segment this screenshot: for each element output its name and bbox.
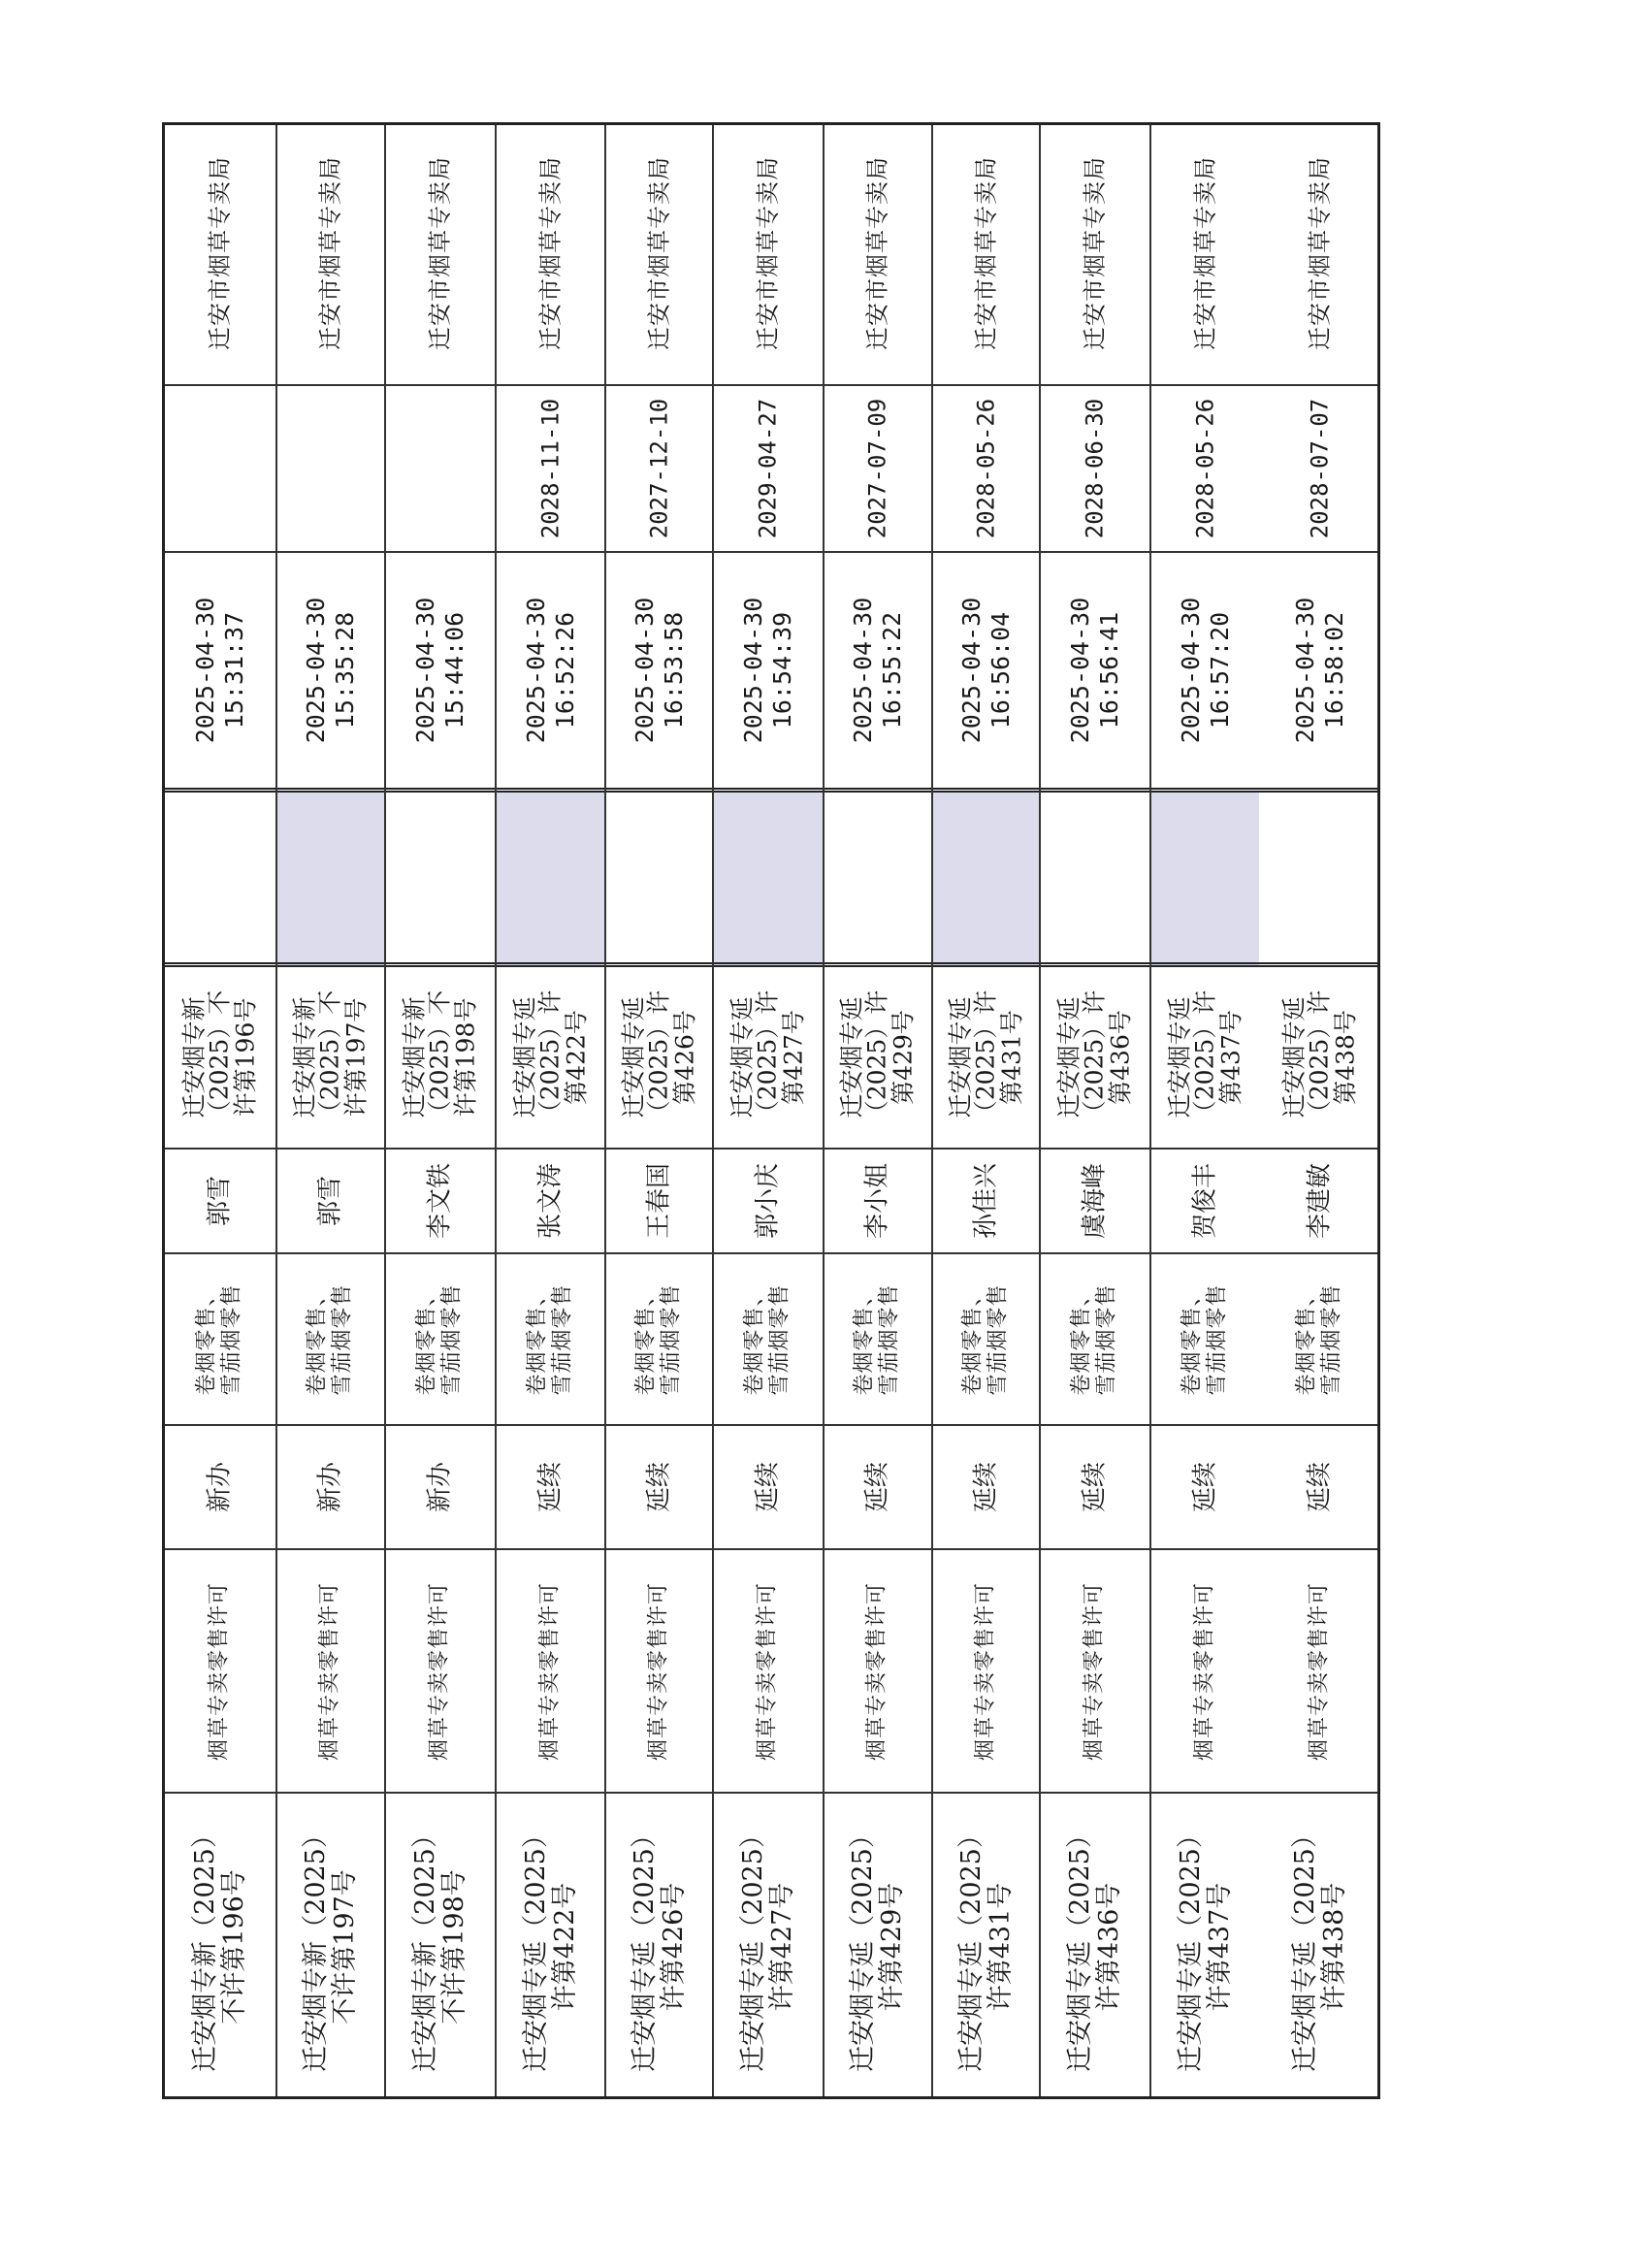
authority-cell — [1259, 122, 1380, 386]
name-cell — [1041, 1150, 1149, 1254]
blank-cell — [933, 793, 1039, 967]
license-no-text: 迁安烟专延（2025） 许第436号 — [1064, 1821, 1124, 2072]
type-text: 延续 — [643, 1461, 673, 1513]
license-no-cell — [164, 1794, 275, 2099]
blank-cell — [277, 793, 384, 967]
decision-time-cell — [714, 553, 823, 793]
authority-cell — [164, 122, 275, 386]
license-no-text: 迁安烟专新（2025） 不许第198号 — [409, 1821, 469, 2072]
decision-time-cell — [1041, 553, 1149, 793]
scope-text: 卷烟零售、 雪茄烟零售 — [194, 1282, 244, 1396]
authority-text: 迁安市烟草专卖局 — [1081, 156, 1109, 350]
item-text: 烟草专卖零售许可 — [537, 1581, 563, 1761]
scope-text: 卷烟零售、 雪茄烟零售 — [633, 1282, 684, 1396]
valid-until-cell — [714, 386, 823, 553]
type-cell — [1041, 1426, 1149, 1550]
authority-cell — [1041, 122, 1149, 386]
item-text: 烟草专卖零售许可 — [207, 1581, 232, 1761]
name-text: 孙佳兴 — [970, 1162, 1000, 1240]
decision-time-text: 2025-04-30 16:55:22 — [849, 597, 906, 744]
scope-cell — [1151, 1254, 1259, 1426]
item-cell — [933, 1550, 1039, 1794]
license-table — [162, 122, 1380, 2099]
name-text: 郭小庆 — [753, 1162, 783, 1240]
table-row — [931, 122, 1039, 2099]
license-no-cell — [277, 1794, 384, 2099]
authority-cell — [386, 122, 495, 386]
decision-time-text: 2025-04-30 16:57:20 — [1176, 597, 1234, 744]
type-cell — [277, 1426, 384, 1550]
table-row — [162, 122, 275, 2099]
license-no-text: 迁安烟专延（2025） 许第426号 — [629, 1821, 689, 2072]
scope-text: 卷烟零售、 雪茄烟零售 — [742, 1282, 792, 1396]
decision-time-text: 2025-04-30 16:58:02 — [1290, 597, 1348, 744]
decision-no-text: 迁安烟专延 （2025）许 第429号 — [837, 989, 918, 1125]
decision-time-text: 2025-04-30 15:31:37 — [190, 597, 248, 744]
name-text: 贺俊丰 — [1189, 1162, 1219, 1240]
table-row — [712, 122, 823, 2099]
authority-cell — [606, 122, 712, 386]
item-text: 烟草专卖零售许可 — [755, 1581, 780, 1761]
name-text: 王春国 — [643, 1162, 673, 1240]
blank-cell — [1041, 793, 1149, 967]
type-cell — [1259, 1426, 1380, 1550]
decision-no-text: 迁安烟专延 （2025）许 第427号 — [728, 989, 808, 1125]
type-cell — [164, 1426, 275, 1550]
blank-cell — [164, 793, 275, 967]
type-text: 延续 — [862, 1461, 892, 1513]
blank-cell — [606, 793, 712, 967]
decision-time-cell — [1151, 553, 1259, 793]
license-no-cell — [606, 1794, 712, 2099]
type-cell — [714, 1426, 823, 1550]
license-no-cell — [824, 1794, 931, 2099]
scope-cell — [1259, 1254, 1380, 1426]
valid-until-cell — [606, 386, 712, 553]
type-text: 延续 — [753, 1461, 783, 1513]
blank-cell — [1151, 793, 1259, 967]
decision-no-text: 迁安烟专延 （2025）许 第422号 — [510, 989, 590, 1125]
name-cell — [1151, 1150, 1259, 1254]
scope-cell — [164, 1254, 275, 1426]
item-text: 烟草专卖零售许可 — [1307, 1581, 1332, 1761]
valid-until-text: 2028-11-10 — [536, 398, 565, 539]
decision-time-text: 2025-04-30 16:56:41 — [1066, 597, 1123, 744]
name-text: 郭雪 — [204, 1175, 234, 1227]
valid-until-cell — [277, 386, 384, 553]
table-row — [1149, 122, 1259, 2099]
authority-cell — [933, 122, 1039, 386]
decision-time-text: 2025-04-30 16:56:04 — [956, 597, 1015, 744]
scope-cell — [606, 1254, 712, 1426]
item-text: 烟草专卖零售许可 — [973, 1581, 998, 1761]
type-cell — [606, 1426, 712, 1550]
item-cell — [1259, 1550, 1380, 1794]
decision-time-cell — [1259, 553, 1380, 793]
authority-cell — [497, 122, 604, 386]
blank-cell — [824, 793, 931, 967]
decision-no-cell — [1259, 967, 1380, 1150]
item-text: 烟草专卖零售许可 — [317, 1581, 342, 1761]
decision-no-text: 迁安烟专新 （2025）不 许第197号 — [290, 989, 371, 1125]
license-no-text: 迁安烟专延（2025） 许第431号 — [955, 1821, 1016, 2072]
scope-text: 卷烟零售、 雪茄烟零售 — [1294, 1282, 1344, 1396]
item-cell — [606, 1550, 712, 1794]
authority-cell — [824, 122, 931, 386]
decision-no-text: 迁安烟专延 （2025）许 第426号 — [619, 989, 698, 1125]
item-text: 烟草专卖零售许可 — [427, 1581, 452, 1761]
name-cell — [1259, 1150, 1380, 1254]
license-no-text: 迁安烟专延（2025） 许第438号 — [1289, 1821, 1349, 2072]
item-cell — [497, 1550, 604, 1794]
type-text: 延续 — [1189, 1461, 1219, 1513]
type-text: 新办 — [204, 1461, 234, 1513]
authority-text: 迁安市烟草专卖局 — [754, 156, 782, 350]
decision-time-text: 2025-04-30 16:53:58 — [630, 597, 688, 744]
license-no-text: 迁安烟专延（2025） 许第437号 — [1175, 1821, 1235, 2072]
valid-until-cell — [1041, 386, 1149, 553]
license-no-text: 迁安烟专新（2025） 不许第196号 — [189, 1821, 249, 2072]
name-cell — [386, 1150, 495, 1254]
scope-text: 卷烟零售、 雪茄烟零售 — [305, 1282, 355, 1396]
license-no-cell — [497, 1794, 604, 2099]
authority-text: 迁安市烟草专卖局 — [645, 156, 673, 350]
decision-no-cell — [164, 967, 275, 1150]
scope-text: 卷烟零售、 雪茄烟零售 — [960, 1282, 1011, 1396]
scope-cell — [386, 1254, 495, 1426]
scope-text: 卷烟零售、 雪茄烟零售 — [1069, 1282, 1119, 1396]
authority-text: 迁安市烟草专卖局 — [426, 156, 454, 350]
item-text: 烟草专卖零售许可 — [1192, 1581, 1217, 1761]
valid-until-cell — [933, 386, 1039, 553]
license-no-text: 迁安烟专延（2025） 许第429号 — [847, 1821, 907, 2072]
name-cell — [497, 1150, 604, 1254]
decision-no-text: 迁安烟专延 （2025）许 第436号 — [1054, 989, 1135, 1125]
type-text: 延续 — [1304, 1461, 1334, 1513]
blank-cell — [1259, 793, 1380, 967]
name-cell — [714, 1150, 823, 1254]
valid-until-cell — [1259, 386, 1380, 553]
item-cell — [164, 1550, 275, 1794]
blank-cell — [714, 793, 823, 967]
license-no-cell — [386, 1794, 495, 2099]
license-no-cell — [714, 1794, 823, 2099]
table-row — [1039, 122, 1149, 2099]
type-text: 延续 — [1080, 1461, 1110, 1513]
name-text: 李文铁 — [425, 1162, 455, 1240]
valid-until-text: 2028-05-26 — [972, 398, 1000, 539]
valid-until-cell — [164, 386, 275, 553]
table-row — [823, 122, 931, 2099]
table-row — [495, 122, 604, 2099]
table-row — [275, 122, 384, 2099]
license-no-text: 迁安烟专新（2025） 不许第197号 — [300, 1821, 360, 2072]
valid-until-text: 2027-12-10 — [645, 398, 673, 539]
valid-until-cell — [824, 386, 931, 553]
type-cell — [386, 1426, 495, 1550]
license-no-cell — [1151, 1794, 1259, 2099]
decision-time-text: 2025-04-30 16:54:39 — [739, 597, 796, 744]
blank-cell — [386, 793, 495, 967]
authority-text: 迁安市烟草专卖局 — [863, 156, 891, 350]
item-cell — [714, 1550, 823, 1794]
decision-no-text: 迁安烟专新 （2025）不 许第198号 — [400, 989, 480, 1125]
type-text: 延续 — [970, 1461, 1000, 1513]
scope-text: 卷烟零售、 雪茄烟零售 — [525, 1282, 575, 1396]
valid-until-text: 2028-05-26 — [1191, 398, 1219, 539]
type-cell — [824, 1426, 931, 1550]
authority-text: 迁安市烟草专卖局 — [972, 156, 1000, 350]
decision-time-cell — [164, 553, 275, 793]
table-row — [384, 122, 495, 2099]
valid-until-cell — [386, 386, 495, 553]
name-cell — [164, 1150, 275, 1254]
decision-time-cell — [386, 553, 495, 793]
license-no-text: 迁安烟专延（2025） 许第422号 — [520, 1821, 580, 2072]
type-text: 新办 — [425, 1461, 455, 1513]
scope-text: 卷烟零售、 雪茄烟零售 — [852, 1282, 902, 1396]
scope-cell — [933, 1254, 1039, 1426]
type-cell — [1151, 1426, 1259, 1550]
decision-time-cell — [824, 553, 931, 793]
decision-no-cell — [277, 967, 384, 1150]
item-cell — [1151, 1550, 1259, 1794]
type-text: 延续 — [534, 1461, 565, 1513]
blank-cell — [497, 793, 604, 967]
name-text: 李建敏 — [1304, 1162, 1334, 1240]
type-cell — [497, 1426, 604, 1550]
authority-text: 迁安市烟草专卖局 — [1191, 156, 1219, 350]
item-text: 烟草专卖零售许可 — [1082, 1581, 1107, 1761]
scope-cell — [1041, 1254, 1149, 1426]
decision-no-cell — [933, 967, 1039, 1150]
scope-cell — [714, 1254, 823, 1426]
license-no-text: 迁安烟专延（2025） 许第427号 — [737, 1821, 797, 2072]
item-cell — [386, 1550, 495, 1794]
scope-text: 卷烟零售、 雪茄烟零售 — [1180, 1282, 1230, 1396]
item-text: 烟草专卖零售许可 — [646, 1581, 671, 1761]
name-cell — [606, 1150, 712, 1254]
item-text: 烟草专卖零售许可 — [864, 1581, 889, 1761]
decision-no-text: 迁安烟专延 （2025）许 第437号 — [1165, 989, 1245, 1125]
license-no-cell — [1259, 1794, 1380, 2099]
valid-until-cell — [1151, 386, 1259, 553]
item-cell — [824, 1550, 931, 1794]
name-cell — [933, 1150, 1039, 1254]
authority-cell — [1151, 122, 1259, 386]
decision-no-cell — [1041, 967, 1149, 1150]
name-text: 郭雪 — [315, 1175, 345, 1227]
item-cell — [1041, 1550, 1149, 1794]
decision-no-cell — [1151, 967, 1259, 1150]
decision-time-text: 2025-04-30 16:52:26 — [521, 597, 579, 744]
type-cell — [933, 1426, 1039, 1550]
scope-cell — [497, 1254, 604, 1426]
decision-no-cell — [606, 967, 712, 1150]
valid-until-text: 2028-07-07 — [1306, 398, 1334, 539]
decision-time-cell — [277, 553, 384, 793]
decision-time-text: 2025-04-30 15:35:28 — [302, 597, 359, 744]
valid-until-text: 2027-07-09 — [863, 398, 891, 539]
item-cell — [277, 1550, 384, 1794]
decision-no-cell — [824, 967, 931, 1150]
valid-until-text: 2029-04-27 — [754, 398, 782, 539]
scope-text: 卷烟零售、 雪茄烟零售 — [414, 1282, 465, 1396]
license-no-cell — [1041, 1794, 1149, 2099]
type-text: 新办 — [315, 1461, 345, 1513]
authority-text: 迁安市烟草专卖局 — [536, 156, 565, 350]
table-row — [604, 122, 712, 2099]
name-text: 李小姐 — [862, 1162, 892, 1240]
decision-no-text: 迁安烟专新 （2025）不 许第196号 — [179, 989, 259, 1125]
authority-cell — [714, 122, 823, 386]
valid-until-text: 2028-06-30 — [1081, 398, 1109, 539]
decision-time-cell — [933, 553, 1039, 793]
name-cell — [824, 1150, 931, 1254]
authority-text: 迁安市烟草专卖局 — [316, 156, 344, 350]
scope-cell — [824, 1254, 931, 1426]
decision-time-cell — [606, 553, 712, 793]
decision-time-text: 2025-04-30 15:44:06 — [411, 597, 469, 744]
name-text: 虞海峰 — [1080, 1162, 1110, 1240]
scope-cell — [277, 1254, 384, 1426]
license-no-cell — [933, 1794, 1039, 2099]
name-text: 张文涛 — [534, 1162, 565, 1240]
decision-no-cell — [386, 967, 495, 1150]
valid-until-cell — [497, 386, 604, 553]
decision-no-text: 迁安烟专延 （2025）许 第438号 — [1279, 989, 1359, 1125]
table-row — [1259, 122, 1380, 2099]
decision-no-cell — [497, 967, 604, 1150]
authority-text: 迁安市烟草专卖局 — [206, 156, 234, 350]
decision-no-text: 迁安烟专延 （2025）许 第431号 — [946, 989, 1025, 1125]
name-cell — [277, 1150, 384, 1254]
decision-time-cell — [497, 553, 604, 793]
decision-no-cell — [714, 967, 823, 1150]
authority-cell — [277, 122, 384, 386]
authority-text: 迁安市烟草专卖局 — [1306, 156, 1334, 350]
